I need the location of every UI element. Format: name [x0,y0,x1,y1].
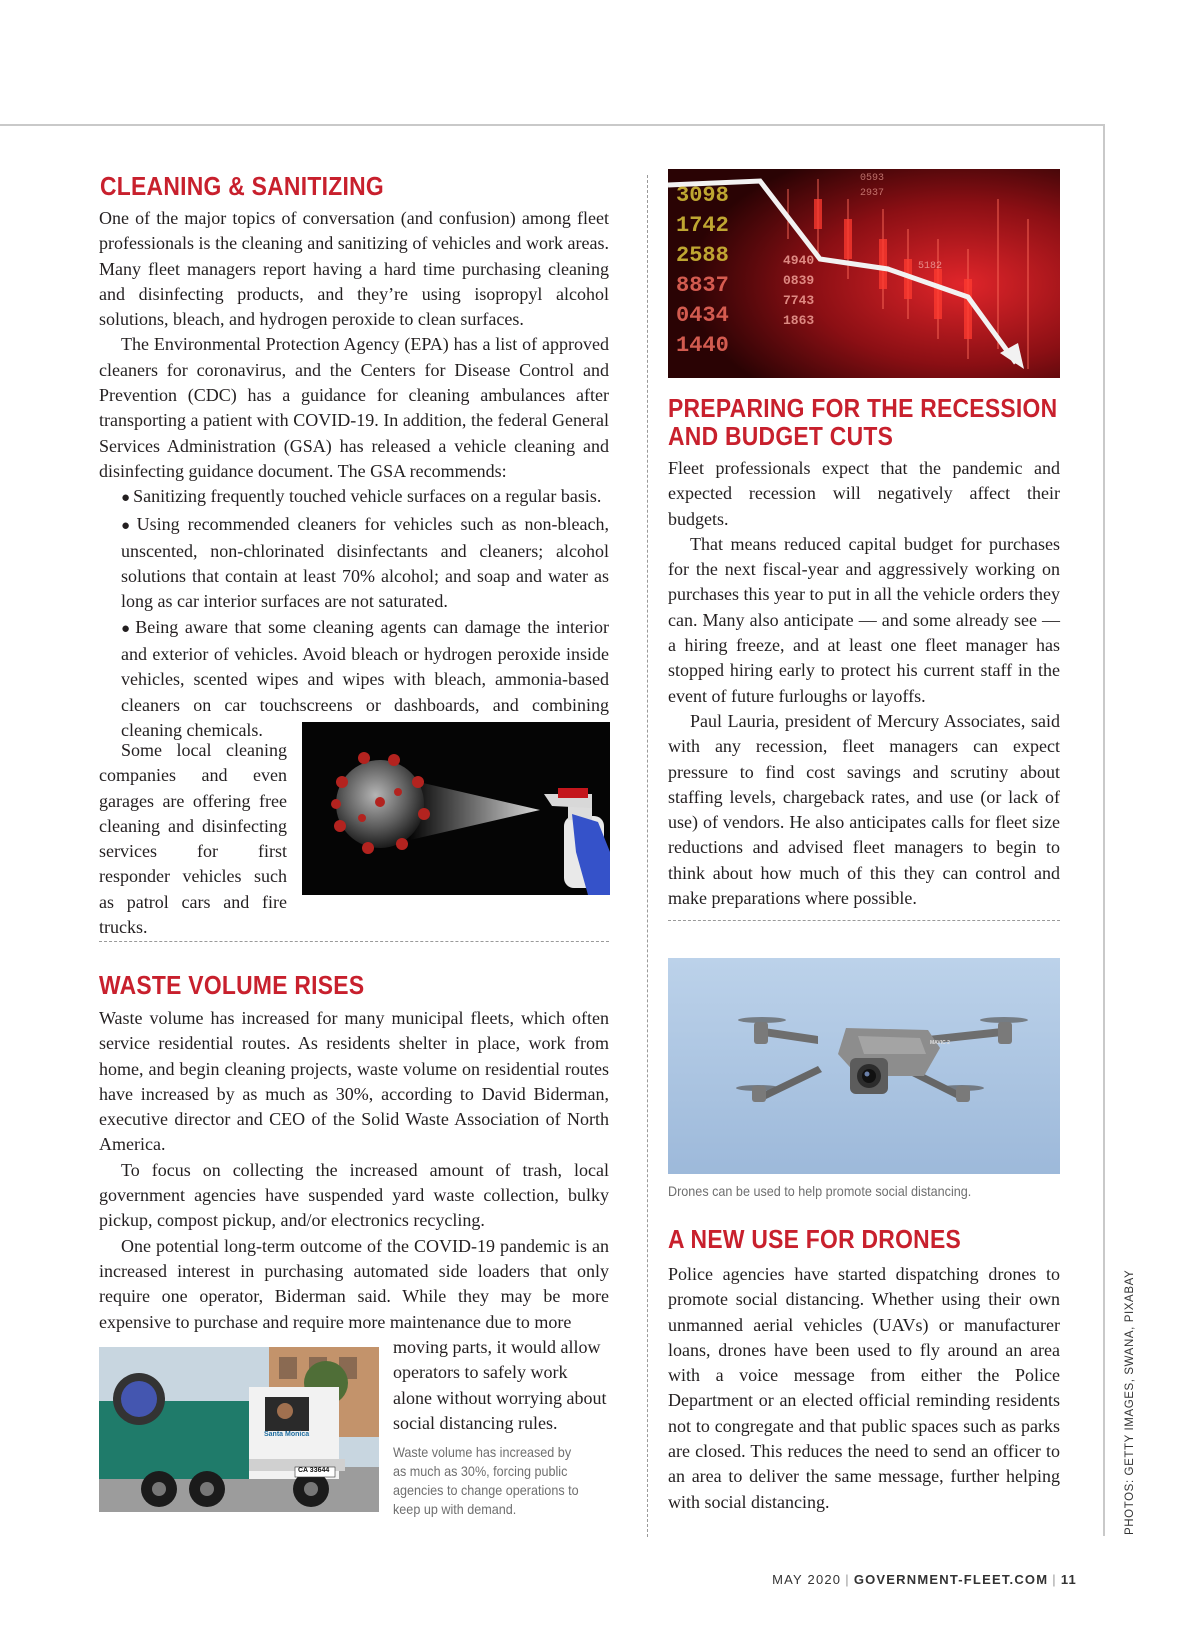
cleaning-paragraph-3: Some local cleaning companies and even garages are offering free cleaning and disinfecting services for first responder vehicles such as patrol cars and fire trucks. [99,740,287,938]
virus-spray-illustration [302,722,610,895]
recession-paragraph-1: Fleet professionals expect that the pandemic and expected recession will negatively affect their budgets. [668,458,1060,529]
stock-number-tag: 5182 [918,261,943,272]
drones-paragraph-1: Police agencies have started dispatching drones to promote social distancing. Whether using their own unmanned aerial vehicles (UAVs) or manufacturer loans, drones have been used to fly around an area with a voice message from either the Police Department or an elected official reminding residents not to congregate and that public spaces such as parks are closed. This reduces the need to send an officer to an area to deliver the same message, further helping with social distancing. [668,1264,1060,1512]
page-footer: MAY 2020 | GOVERNMENT-FLEET.COM | 11 [772,1572,1077,1587]
list-item: ● Sanitizing frequently touched vehicle surfaces on a regular basis. [121,486,602,507]
truck-door-text: Santa Monica [264,1431,310,1438]
drone-photo-caption: Drones can be used to help promote social distancing. [668,1183,972,1199]
gsa-recommendations-list [99,484,609,743]
top-rule [0,124,1104,126]
drone-illustration [668,958,1060,1174]
right-rule [1103,124,1105,1536]
truck-plate-text: CA 33644 [298,1467,330,1474]
footer-site-link[interactable]: GOVERNMENT-FLEET.COM [853,1572,1049,1587]
column-divider [647,175,648,1537]
waste-paragraph-3-continued: moving parts, it would allow operators to safely work alone without worrying about social distancing rules. [393,1337,607,1433]
waste-paragraph-2: To focus on collecting the increased amount of trash, local government agencies have suspended yard waste collection, bulky pickup, compost pickup, and/or electronics recycling. [99,1159,609,1231]
cleaning-heading: CLEANING & SANITIZING [100,171,384,201]
drones-heading: A NEW USE FOR DRONES [668,1224,961,1254]
garbage-truck-photo [99,1347,379,1512]
footer-issue: MAY 2020 [772,1572,842,1587]
list-item: ● Being aware that some cleaning agents can damage the interior and exterior of vehicles. Avoid bleach or hydrogen peroxide inside vehicles, scented wipes and wipes with bleach, ammonia-based cleaners on car touchscreens or dashboards, and combining cleaning chemicals. [121,616,609,740]
virus-spray-photo [302,722,610,895]
stock-number-column-2: 4940 0839 7743 1863 [783,253,815,328]
bullet-icon: ● [121,517,134,534]
waste-heading: WASTE VOLUME RISES [99,970,365,1000]
cleaning-paragraph-1: One of the major topics of conversation (and confusion) among fleet professionals is the cleaning and sanitizing of vehicles and work areas. Many fleet managers report having a hard time purchasing cleaning and disinfecting products, and they’re using isopropyl alcohol solutions, bleach, and hydrogen peroxide to clean surfaces. [99,208,609,330]
drone-model-label: MAVIC 2 [930,1040,950,1046]
page-number: 11 [1060,1572,1077,1587]
section-divider-right [668,920,1060,921]
drone-photo [668,958,1060,1174]
stock-decline-photo [668,169,1060,378]
waste-paragraph-1: Waste volume has increased for many municipal fleets, which often service residential routes. As residents shelter in place, work from home, and begin cleaning projects, waste volume on residential routes have increased by as much as 30%, according to David Biderman, executive director and CEO of the Solid Waste Association of North America. [99,1008,609,1155]
section-divider-left [99,941,609,942]
waste-paragraph-3: One potential long-term outcome of the COVID-19 pandemic is an increased interest in purchasing automated side loaders that only require one operator, Biderman said. While they may be more expensive to purchase and require more maintenance due to more [99,1235,609,1332]
stock-number-column-3: 0593 2937 [860,173,885,199]
cleaning-paragraph-2: The Environmental Protection Agency (EPA) has a list of approved cleaners for coronavirus, and the Centers for Disease Control and Prevention (CDC) has a guidance for cleaning ambulances after transporting a patient with COVID-19. In addition, the federal General Services Administration (GSA) has released a vehicle cleaning and disinfecting guidance document. The GSA recommends: [99,334,609,481]
stock-number-column: 3098 1742 2588 8837 0434 1440 [676,183,729,358]
recession-paragraph-3: Paul Lauria, president of Mercury Associates, said with any recession, fleet managers can expect pressure to find cost savings and scrutiny about staffing levels, chargeback rates, and use (or lack of use) of vendors. He also anticipates calls for fleet size reductions and advised fleet managers to begin to think about how much of this they can control and make preparations where possible. [668,710,1060,909]
bullet-icon: ● [121,490,131,507]
recession-paragraph-2: That means reduced capital budget for purchases for the next fiscal-year and aggressively working on purchases this year to put in all the vehicle orders they can. Many also anticipate — and some already see — a hiring freeze, and at least one fleet manager has stopped hiring early to protect his current staff in the event of future furloughs or layoffs. [668,533,1060,706]
drones-body [668,1262,1060,1515]
bullet-icon: ● [121,620,133,637]
cleaning-body [99,206,609,743]
recession-body [668,456,1060,911]
waste-body [99,1006,609,1335]
photo-credit: PHOTOS: GETTY IMAGES, SWANA, PIXABAY [1124,1269,1136,1535]
waste-photo-caption: Waste volume has increased by as much as 30%, forcing public agencies to change operations to keep up with demand. [393,1444,579,1517]
garbage-truck-illustration [99,1347,379,1512]
recession-heading: PREPARING FOR THE RECESSION AND BUDGET CUTS [668,393,1058,451]
list-item: ● Using recommended cleaners for vehicles such as non-bleach, unscented, non-chlorinated disinfectants and cleaners; alcohol solutions that contain at least 70% alcohol; and soap and water as long as car interior surfaces are not saturated. [121,513,609,612]
